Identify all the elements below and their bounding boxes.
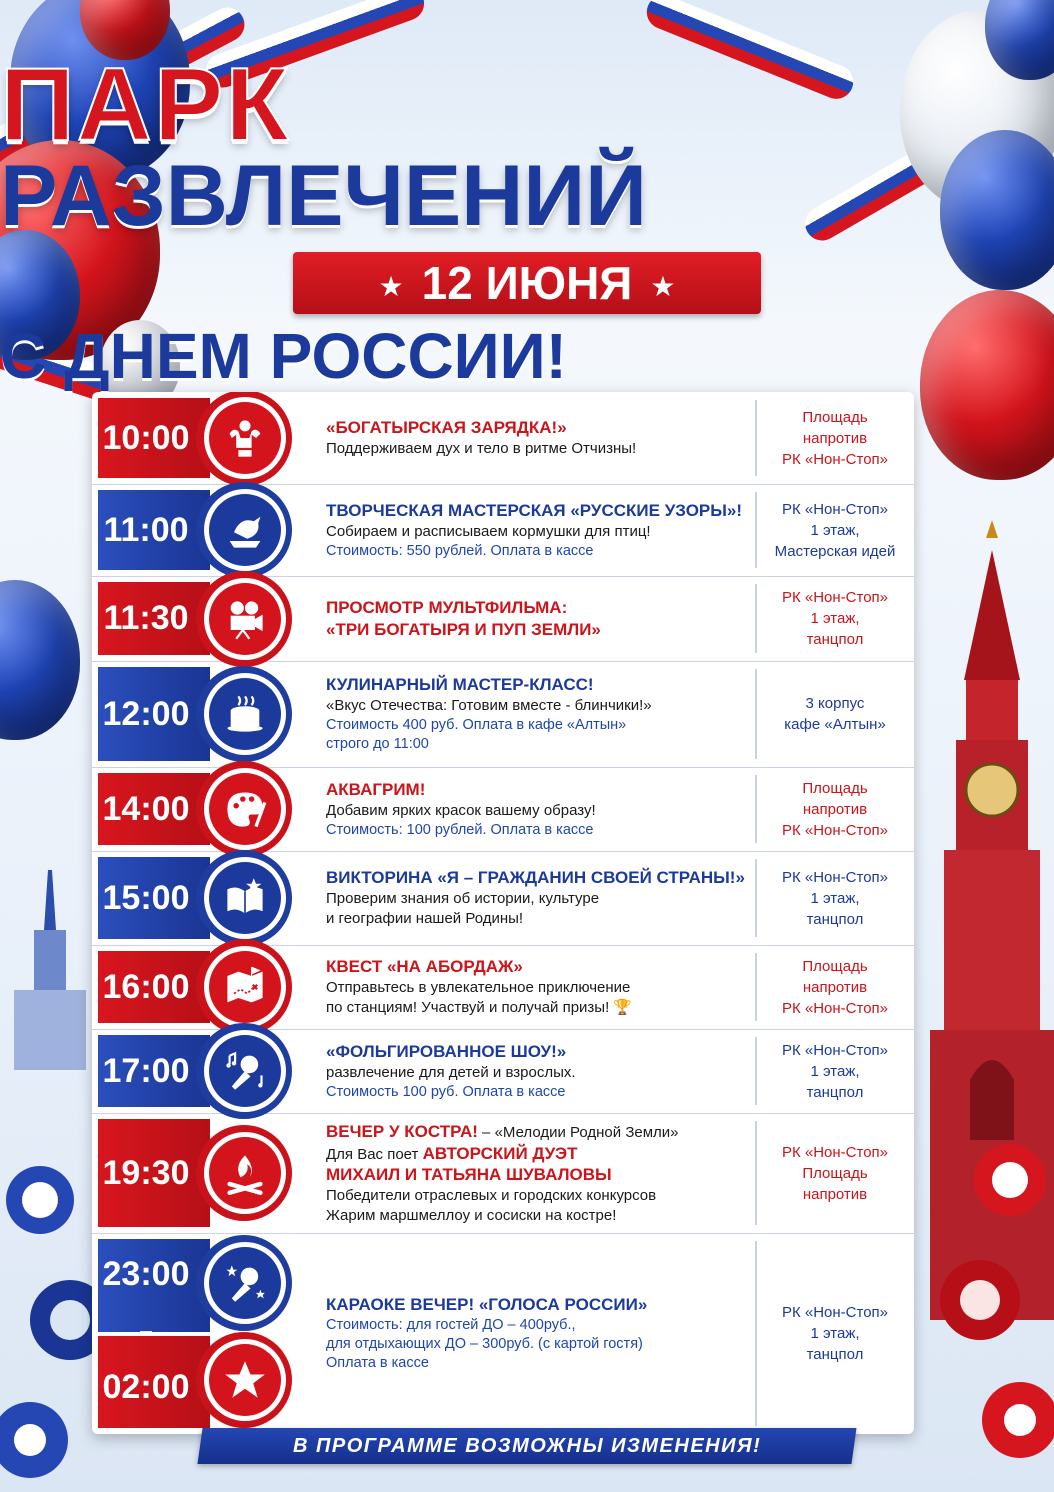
schedule-row: [92, 661, 914, 768]
book-star-icon: [223, 876, 267, 920]
icon-circle: [209, 494, 281, 566]
microphone-stars-icon: [223, 1261, 267, 1305]
event-title: КУЛИНАРНЫЙ МАСТЕР-КЛАСС!: [326, 675, 594, 694]
time-dash: –: [139, 1317, 153, 1345]
star-icon: [223, 1358, 267, 1402]
icon-circle: [209, 678, 281, 750]
icon-circle: [209, 862, 281, 934]
event-place: РК «Нон-Стоп» 1 этаж, танцпол: [781, 1304, 889, 1363]
event-title: «ФОЛЬГИРОВАННОЕ ШОУ!»: [326, 1041, 567, 1061]
event-time: 12:00: [102, 694, 190, 733]
event-content: [326, 661, 750, 767]
event-title: ТВОРЧЕСКАЯ МАСТЕРСКАЯ «РУССКИЕ УЗОРЫ»!: [326, 500, 743, 520]
event-time: 11:30: [103, 599, 189, 637]
column-divider: [755, 859, 757, 937]
event-content: [326, 484, 750, 576]
event-description: Собираем и расписываем кормушки для птиц!: [326, 522, 651, 540]
event-title: ПРОСМОТР МУЛЬТФИЛЬМА: «ТРИ БОГАТЫРЯ И ПУП ЗЕМЛИ»: [326, 597, 601, 639]
balloon: [0, 580, 80, 740]
floral-ornament: [930, 1100, 1054, 1492]
icon-circle: [209, 1035, 281, 1107]
event-content: [326, 767, 750, 851]
subtitle: С ДНЕМ РОССИИ!: [0, 320, 567, 392]
event-content: [326, 576, 750, 661]
event-place: Площадь напротив РК «Нон-Стоп»: [781, 957, 889, 1017]
icon-circle: [209, 1247, 281, 1319]
icon-badge: [204, 673, 286, 755]
event-cost: Стоимость: для гостей ДО – 400руб., для отдыхающих ДО – 300руб. (с картой гостя) Оплата в кассе: [326, 1317, 643, 1371]
date-banner: [293, 252, 761, 314]
event-cost: Стоимость: 550 рублей. Оплата в кассе: [326, 542, 594, 559]
column-divider: [755, 669, 757, 759]
event-place: РК «Нон-Стоп» Площадь напротив: [781, 1143, 889, 1203]
event-title: ВИКТОРИНА «Я – ГРАЖДАНИН СВОЕЙ СТРАНЫ!»: [326, 868, 745, 887]
event-description: Поддерживаем дух и тело в ритме Отчизны!: [326, 440, 637, 457]
icon-circle: [209, 583, 281, 655]
footer-banner: [197, 1428, 856, 1464]
event-content: [326, 1113, 750, 1233]
event-description: «Вкус Отечества: Готовим вместе - блинчики!»: [326, 697, 652, 714]
event-title: ВЕЧЕР У КОСТРА! – «Мелодии Родной Земли»: [326, 1121, 679, 1141]
schedule-row-karaoke: [92, 1233, 914, 1434]
footer-text: В ПРОГРАММЕ ВОЗМОЖНЫ ИЗМЕНЕНИЯ!: [292, 1435, 762, 1457]
column-divider: [755, 1121, 757, 1225]
icon-badge: [204, 397, 286, 479]
event-place: РК «Нон-Стоп» 1 этаж, танцпол: [781, 1041, 889, 1101]
schedule-row: [92, 1113, 914, 1234]
event-time: 17:00: [102, 1051, 190, 1090]
event-time: 11:00: [103, 510, 189, 549]
schedule-row: [92, 1029, 914, 1114]
tower-icon: [0, 870, 100, 1070]
icon-circle: [209, 773, 281, 845]
event-content: [326, 1233, 750, 1434]
icon-badge: [204, 768, 286, 850]
performer-name: АВТОРСКИЙ ДУЭТ МИХАИЛ И ТАТЬЯНА ШУВАЛОВЫ: [326, 1143, 612, 1184]
event-content: [326, 1029, 750, 1113]
event-time: 10:00: [102, 418, 190, 457]
event-content: [326, 945, 750, 1029]
icon-badge: [204, 1339, 286, 1421]
event-title: АКВАГРИМ!: [326, 779, 426, 799]
microphone-notes-icon: [223, 1049, 267, 1093]
event-time: 15:00: [102, 878, 190, 917]
event-time: 14:00: [102, 789, 190, 828]
title-line-2: РАЗВЛЕЧЕНИЙ: [0, 148, 647, 244]
pancakes-icon: [223, 692, 267, 736]
event-cost: Стоимость 100 руб. Оплата в кассе: [326, 1083, 566, 1100]
event-content: [326, 392, 750, 484]
icon-badge: [204, 946, 286, 1028]
date-text: 12 ИЮНЯ: [421, 257, 633, 309]
icon-circle: [209, 1137, 281, 1209]
star-icon: ★: [650, 270, 676, 302]
event-place: Площадь напротив РК «Нон-Стоп»: [781, 408, 889, 468]
event-description: Победители отраслевых и городских конкурсов Жарим маршмеллоу и сосиски на костре!: [326, 1186, 657, 1224]
treasure-map-icon: [223, 965, 267, 1009]
event-cost: Стоимость: 100 рублей. Оплата в кассе: [326, 821, 594, 838]
event-place: 3 корпус кафе «Алтын»: [784, 695, 886, 733]
schedule-table: [92, 392, 914, 1434]
column-divider: [755, 1241, 757, 1426]
schedule-row: [92, 945, 914, 1030]
palette-icon: [223, 787, 267, 831]
column-divider: [755, 492, 757, 568]
bodybuilder-icon: [223, 416, 267, 460]
event-performer: Для Вас поет АВТОРСКИЙ ДУЭТ МИХАИЛ И ТАТЬЯНА ШУВАЛОВЫ: [326, 1143, 612, 1184]
bird-feeder-icon: [223, 508, 267, 552]
event-title: КВЕСТ «НА АБОРДАЖ»: [326, 957, 523, 976]
event-time: 16:00: [102, 967, 190, 1006]
icon-badge: [204, 1242, 286, 1324]
event-description: Добавим ярких красок вашему образу!: [326, 801, 596, 819]
event-title: «БОГАТЫРСКАЯ ЗАРЯДКА!»: [326, 418, 567, 437]
icon-badge: [204, 1030, 286, 1112]
title-line-1: ПАРК: [0, 47, 291, 163]
event-description: развлечение для детей и взрослых.: [326, 1063, 576, 1081]
movie-camera-icon: [223, 597, 267, 641]
event-description: Проверим знания об истории, культуре и географии нашей Родины!: [326, 890, 600, 927]
icon-circle: [209, 1344, 281, 1416]
event-place: РК «Нон-Стоп» 1 этаж, танцпол: [781, 589, 889, 648]
event-time-start: 23:00: [102, 1255, 190, 1293]
column-divider: [755, 1037, 757, 1105]
icon-circle: [209, 951, 281, 1023]
event-place: РК «Нон-Стоп» 1 этаж, танцпол: [781, 868, 889, 928]
event-title-extra: – «Мелодии Родной Земли»: [477, 1123, 679, 1141]
column-divider: [755, 775, 757, 843]
campfire-icon: [223, 1151, 267, 1195]
schedule-row: [92, 484, 914, 577]
star-icon: ★: [378, 270, 404, 302]
schedule-row: [92, 851, 914, 946]
schedule-row: [92, 392, 914, 485]
event-place: РК «Нон-Стоп» 1 этаж, Мастерская идей: [774, 500, 896, 560]
schedule-row: [92, 767, 914, 852]
event-time: 19:30: [102, 1153, 190, 1192]
column-divider: [755, 584, 757, 653]
event-content: [326, 851, 750, 945]
icon-badge: [204, 1132, 286, 1214]
event-cost: Стоимость 400 руб. Оплата в кафе «Алтын» строго до 11:00: [326, 717, 627, 752]
icon-badge: [204, 489, 286, 571]
event-title: КАРАОКЕ ВЕЧЕР! «ГОЛОСА РОССИИ»: [326, 1295, 648, 1314]
event-description: Отправьтесь в увлекательное приключение по станциям! Участвуй и получай призы! 🏆: [326, 979, 633, 1016]
column-divider: [755, 953, 757, 1021]
icon-badge: [204, 578, 286, 660]
icon-badge: [204, 857, 286, 939]
event-place: Площадь напротив РК «Нон-Стоп»: [781, 779, 889, 839]
icon-circle: [209, 402, 281, 474]
event-time-end: 02:00: [102, 1368, 190, 1406]
schedule-row: [92, 576, 914, 662]
column-divider: [755, 400, 757, 476]
